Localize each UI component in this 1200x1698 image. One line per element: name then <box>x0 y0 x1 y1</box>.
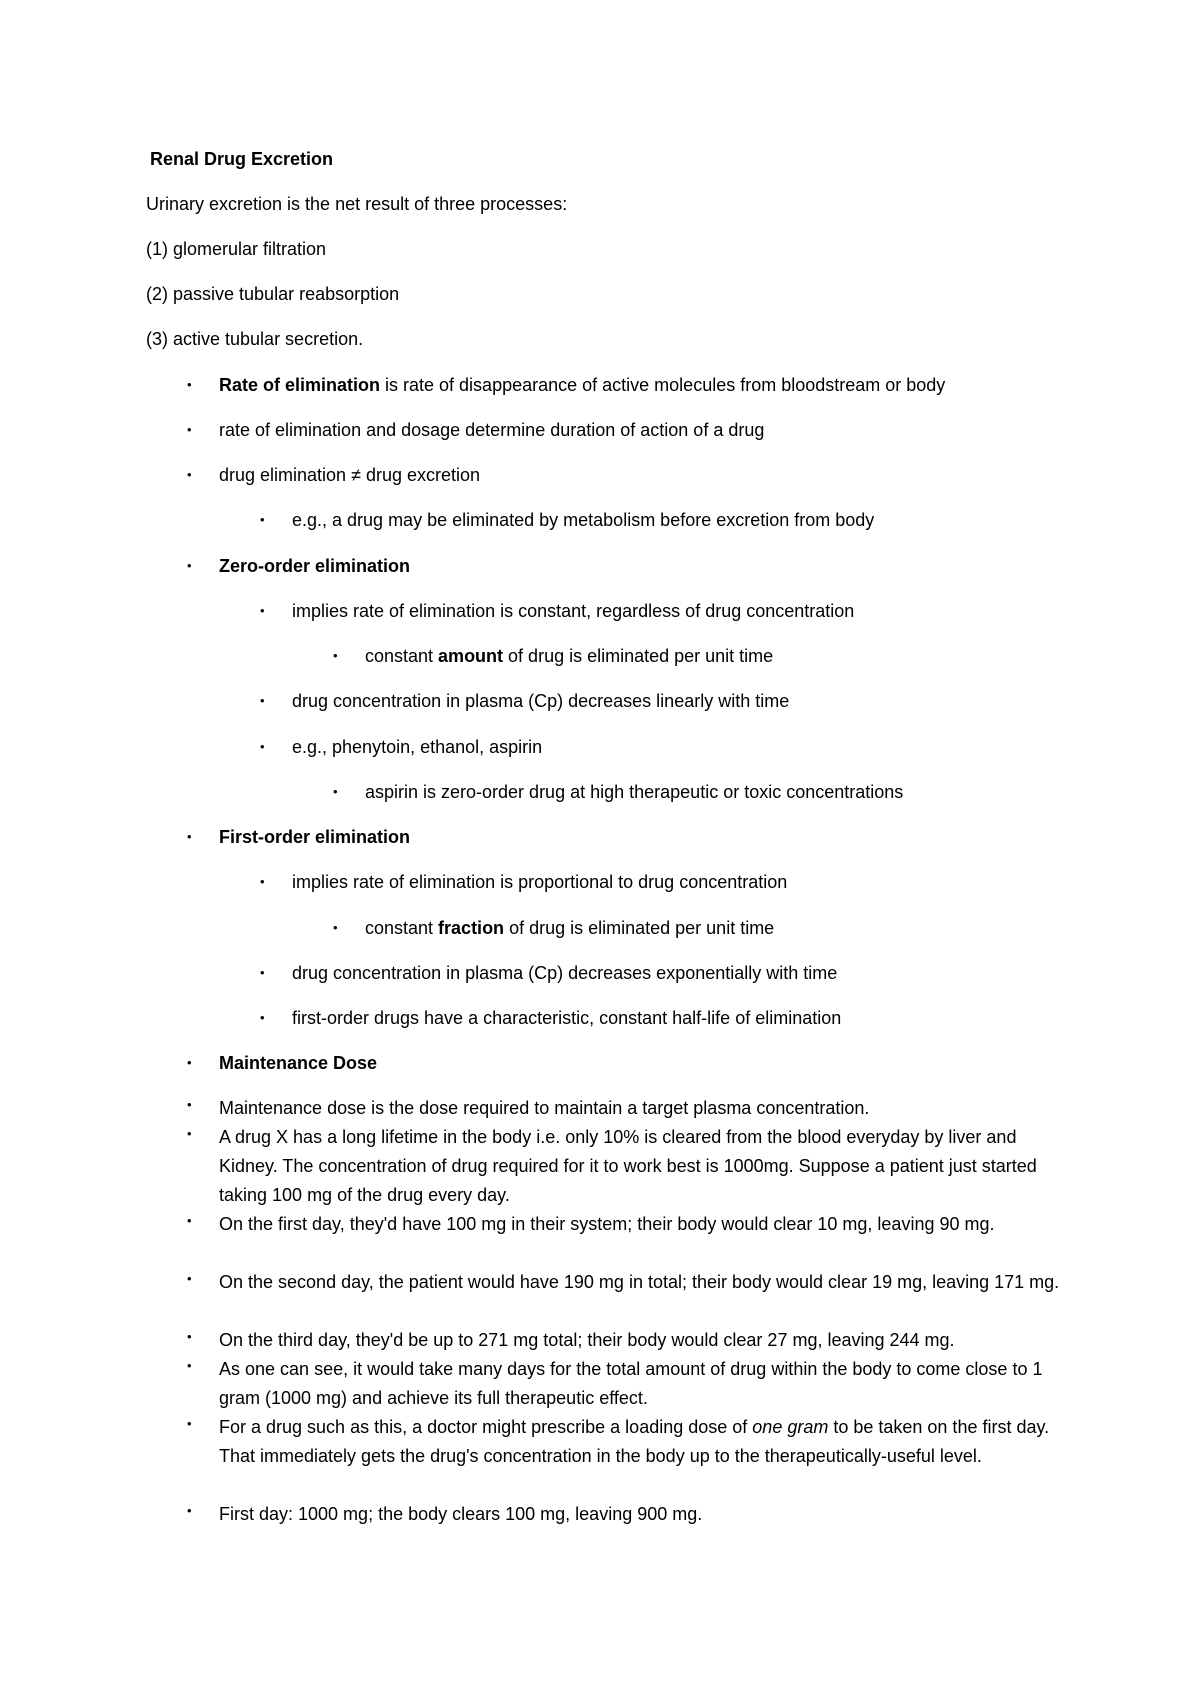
bullet-icon: • <box>187 1097 192 1112</box>
process-2: (2) passive tubular reabsorption <box>146 284 400 304</box>
bullet-icon: • <box>333 648 338 663</box>
list-item: • rate of elimination and dosage determine duration of action of a drug <box>187 420 765 440</box>
list-item: • implies rate of elimination is constant, regardless of drug concentration <box>260 601 855 621</box>
bullet-icon: • <box>187 377 192 392</box>
bullet-icon: • <box>333 920 338 935</box>
bullet-icon: • <box>187 1416 192 1431</box>
bullet-icon: • <box>260 603 265 618</box>
document-title: Renal Drug Excretion <box>150 149 334 169</box>
bullet-icon: • <box>187 1126 192 1141</box>
bullet-icon: • <box>187 1055 192 1070</box>
list-item: • drug concentration in plasma (Cp) decreases exponentially with time <box>260 963 838 983</box>
paragraph: • For a drug such as this, a doctor might prescribe a loading dose of one gram to be taken on the first day. That immediately gets the drug's concentration in the body up to the therapeutically-useful level. <box>219 1413 1079 1471</box>
zero-order-heading: Zero-order elimination <box>219 556 411 576</box>
maintenance-dose-heading: Maintenance Dose <box>219 1053 378 1073</box>
bullet-icon: • <box>187 1329 192 1344</box>
paragraph: • A drug X has a long lifetime in the body i.e. only 10% is cleared from the blood everyday by liver and Kidney. The concentration of drug required for it to work best is 1000mg. Suppose a patient just started taking 100 mg of the drug every day. <box>219 1123 1079 1210</box>
bullet-icon: • <box>333 784 338 799</box>
paragraph: • First day: 1000 mg; the body clears 100 mg, leaving 900 mg. <box>219 1500 1079 1529</box>
bullet-icon: • <box>260 874 265 889</box>
bullet-icon: • <box>187 1213 192 1228</box>
paragraph: • As one can see, it would take many days for the total amount of drug within the body to come close to 1 gram (1000 mg) and achieve its full therapeutic effect. <box>219 1355 1079 1413</box>
list-item: • drug concentration in plasma (Cp) decreases linearly with time <box>260 691 790 711</box>
bullet-icon: • <box>187 829 192 844</box>
bullet-icon: • <box>187 1503 192 1518</box>
process-3: (3) active tubular secretion. <box>146 329 364 349</box>
intro-text: Urinary excretion is the net result of three processes: <box>146 194 568 214</box>
list-item-heading <box>187 1052 378 1074</box>
list-item: • e.g., a drug may be eliminated by metabolism before excretion from body <box>260 510 875 530</box>
list-item: • first-order drugs have a characteristic, constant half-life of elimination <box>260 1008 842 1028</box>
list-item: • constant amount of drug is eliminated per unit time <box>333 646 774 666</box>
list-item-heading <box>187 555 411 577</box>
one-gram-emphasis: one gram <box>752 1417 829 1437</box>
list-item: • implies rate of elimination is proportional to drug concentration <box>260 872 788 892</box>
bullet-icon: • <box>260 512 265 527</box>
list-item: • e.g., phenytoin, ethanol, aspirin <box>260 737 543 757</box>
list-item: • aspirin is zero-order drug at high therapeutic or toxic concentrations <box>333 782 904 802</box>
process-1: (1) glomerular filtration <box>146 239 327 259</box>
bullet-icon: • <box>187 1358 192 1373</box>
bullet-icon: • <box>260 739 265 754</box>
list-item-heading <box>187 826 411 848</box>
paragraph: • On the first day, they'd have 100 mg in their system; their body would clear 10 mg, leaving 90 mg. <box>219 1210 1079 1239</box>
list-item: • Rate of elimination is rate of disappearance of active molecules from bloodstream or body <box>187 375 946 395</box>
rate-of-elimination-term: Rate of elimination <box>219 375 381 395</box>
bullet-icon: • <box>187 422 192 437</box>
list-item: • constant fraction of drug is eliminated per unit time <box>333 918 775 938</box>
bullet-icon: • <box>187 558 192 573</box>
paragraph: • On the third day, they'd be up to 271 mg total; their body would clear 27 mg, leaving 244 mg. <box>219 1326 1079 1355</box>
list-item: • drug elimination ≠ drug excretion <box>187 465 481 485</box>
first-order-heading: First-order elimination <box>219 827 411 847</box>
bullet-icon: • <box>187 467 192 482</box>
paragraph: • On the second day, the patient would have 190 mg in total; their body would clear 19 mg, leaving 171 mg. <box>219 1268 1079 1297</box>
paragraph: • Maintenance dose is the dose required to maintain a target plasma concentration. <box>219 1094 1079 1123</box>
bullet-icon: • <box>187 1271 192 1286</box>
bullet-icon: • <box>260 693 265 708</box>
bullet-icon: • <box>260 1010 265 1025</box>
bullet-icon: • <box>260 965 265 980</box>
